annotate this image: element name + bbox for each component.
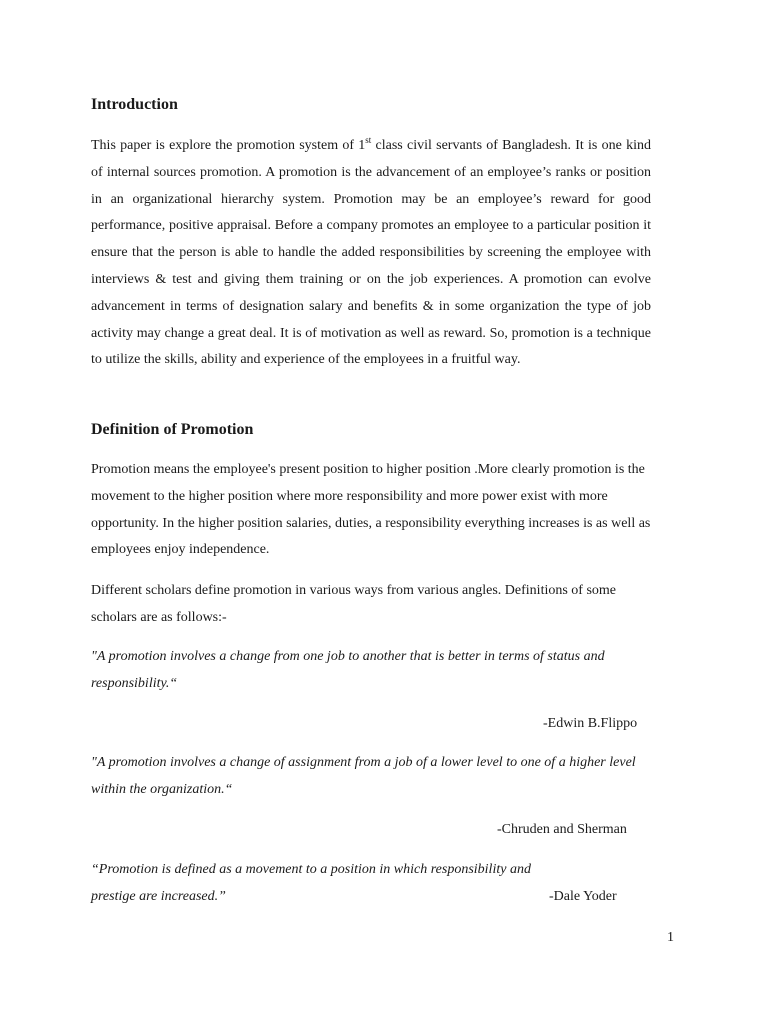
quote-author-flippo: -Edwin B.Flippo <box>543 716 638 731</box>
introduction-text-start: This paper is explore the promotion system of 1 <box>91 138 366 153</box>
definition-paragraph-1: Promotion means the employee's present position to higher position .More clearly promotion is the movement to the higher position where more responsibility and more power exist with more opportunity. In the higher position salaries, duties, a responsibility everything increases is as well as employees enjoy independence. <box>91 462 651 558</box>
quote-flippo: "A promotion involves a change from one job to another that is better in terms of status and responsibility.“ <box>91 649 605 691</box>
ordinal-suffix: st <box>365 135 372 145</box>
definition-heading: Definition of Promotion <box>91 421 254 438</box>
page-number: 1 <box>667 930 674 945</box>
quote-yoder: “Promotion is defined as a movement to a position in which responsibility and prestige are increased.” <box>91 862 531 904</box>
quote-author-yoder: -Dale Yoder <box>549 889 617 904</box>
quote-author-chruden-sherman: -Chruden and Sherman <box>497 822 627 837</box>
quote-chruden-sherman: "A promotion involves a change of assignment from a job of a lower level to one of a higher level within the organization.“ <box>91 755 636 797</box>
definition-paragraph-2: Different scholars define promotion in various ways from various angles. Definitions of some scholars are as follows:- <box>91 583 617 625</box>
introduction-heading: Introduction <box>91 96 178 113</box>
introduction-paragraph <box>91 133 651 374</box>
introduction-text-rest: class civil servants of Bangladesh. It is one kind of internal sources promotion. A promotion is the advancement of an employee’s ranks or position in an organizational hierarchy system. Promotion may be an employee’s reward for good performance, positive appraisal. Before a company promotes an employee to a particular position it ensure that the person is able to handle the added responsibilities by screening the employee with interviews & test and giving them training or on the job experiences. A promotion can evolve advancement in terms of designation salary and benefits & in some organization the type of job activity may change a great deal. It is of motivation as well as reward. So, promotion is a technique to utilize the skills, ability and experience of the employees in a fruitful way. <box>91 138 651 368</box>
